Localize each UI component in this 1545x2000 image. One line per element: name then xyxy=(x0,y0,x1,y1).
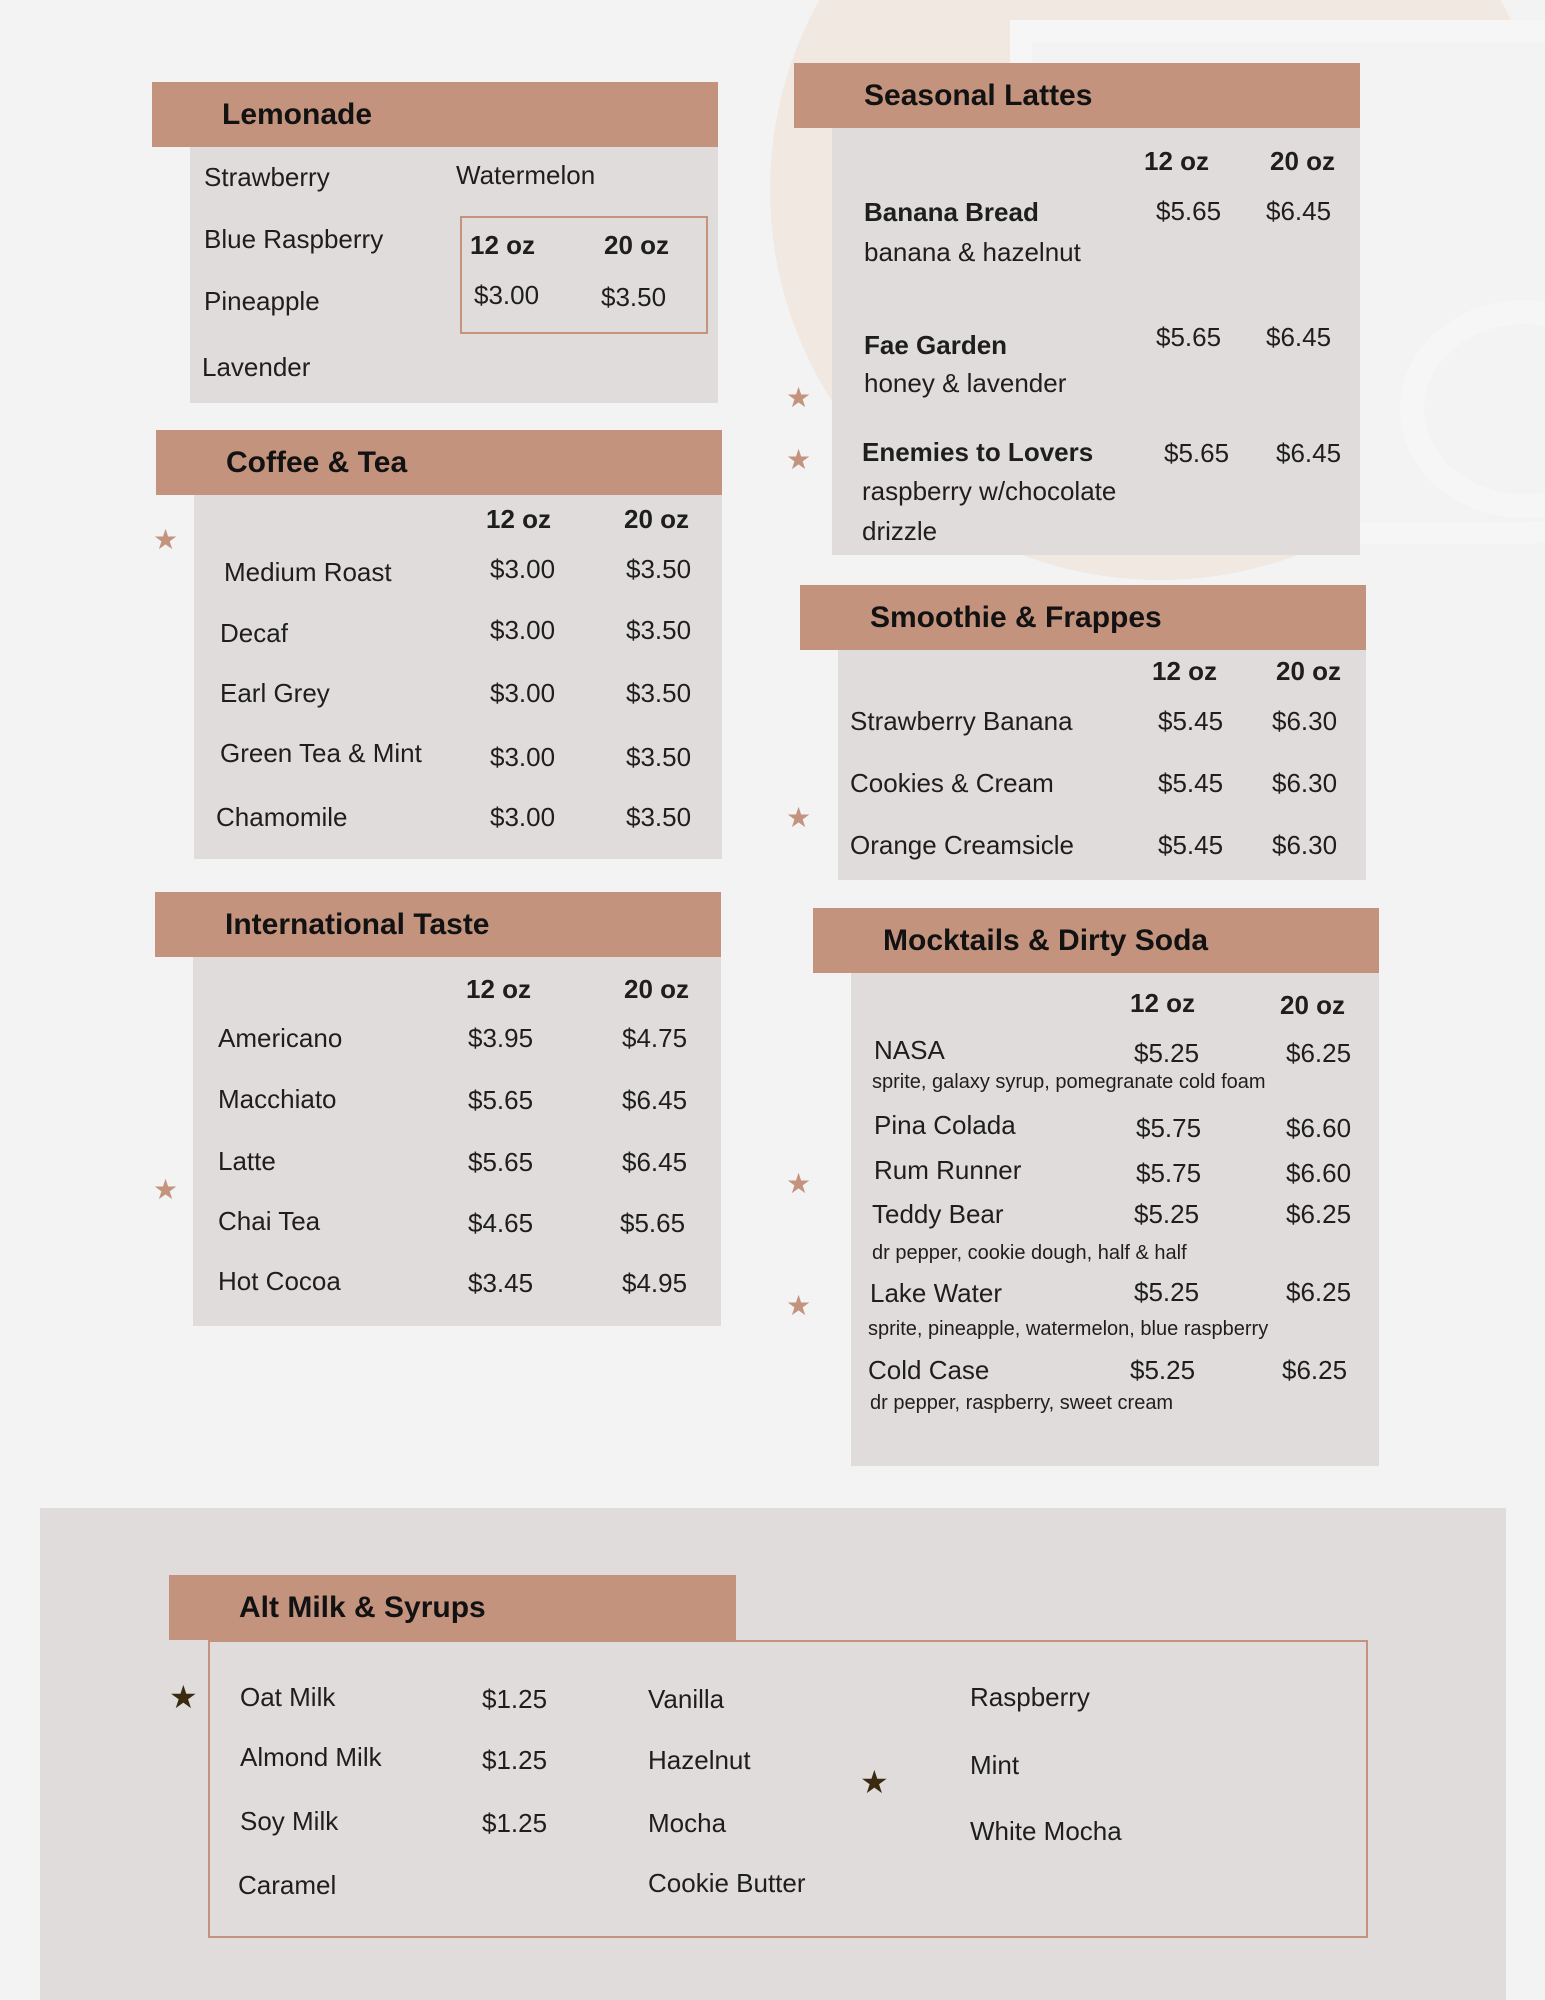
menu-item-name: Earl Grey xyxy=(220,678,330,708)
menu-item-name: Latte xyxy=(218,1146,276,1176)
menu-item-price-20: $6.60 xyxy=(1286,1113,1352,1143)
alt-milk-price: $1.25 xyxy=(482,1808,548,1838)
star-icon: ★ xyxy=(786,1168,812,1199)
menu-item-price-20: $3.50 xyxy=(626,742,692,772)
menu-item-description: sprite, pineapple, watermelon, blue raspberry xyxy=(868,1318,1269,1340)
menu-item-price-12: $5.45 xyxy=(1158,830,1224,860)
star-icon: ★ xyxy=(786,802,812,833)
menu-item-description: dr pepper, raspberry, sweet cream xyxy=(870,1392,1174,1414)
mocktails-header xyxy=(813,908,1379,973)
star-icon: ★ xyxy=(153,524,179,555)
menu-item-price-20: $6.30 xyxy=(1272,830,1338,860)
menu-item-price-20: $3.50 xyxy=(626,678,692,708)
menu-item-price-20: $6.30 xyxy=(1272,768,1338,798)
syrup-name: Mint xyxy=(970,1750,1020,1780)
menu-item-price-12: $3.95 xyxy=(468,1023,534,1053)
menu-item-price-12: $5.65 xyxy=(1156,196,1222,226)
menu-item-name: Hot Cocoa xyxy=(218,1266,341,1296)
menu-item-price-20: $4.95 xyxy=(622,1268,688,1298)
menu-item-price-20: $6.25 xyxy=(1286,1277,1352,1307)
menu-item-price-20: $6.45 xyxy=(622,1085,688,1115)
menu-item-name: Medium Roast xyxy=(224,557,392,587)
menu-item-price-12: $5.65 xyxy=(1164,438,1230,468)
menu-item-price-12: $5.75 xyxy=(1136,1158,1202,1188)
syrup-name: Caramel xyxy=(238,1870,337,1900)
alt-milk-name: Almond Milk xyxy=(240,1742,382,1772)
lemonade-price-12: $3.00 xyxy=(474,280,540,310)
menu-item-name: Decaf xyxy=(220,618,288,648)
menu-item-price-20: $6.30 xyxy=(1272,706,1338,736)
star-icon: ★ xyxy=(153,1174,179,1205)
lemonade-header xyxy=(152,82,718,147)
menu-item-price-12: $5.45 xyxy=(1158,768,1224,798)
menu-item-name: NASA xyxy=(874,1035,945,1065)
lemonade-flavor: Strawberry xyxy=(204,162,330,192)
lemonade-flavor: Watermelon xyxy=(456,160,596,190)
menu-item-name: Rum Runner xyxy=(874,1155,1022,1185)
menu-item-price-12: $4.65 xyxy=(468,1208,534,1238)
menu-item-price-12: $5.25 xyxy=(1134,1199,1200,1229)
alt-milk-name: Oat Milk xyxy=(240,1682,336,1712)
syrup-name: Cookie Butter xyxy=(648,1868,806,1898)
size-label-12: 12 oz xyxy=(470,230,536,260)
coffee-tea-header xyxy=(156,430,722,495)
menu-item-price-20: $6.25 xyxy=(1282,1355,1348,1385)
menu-item-price-20: $4.75 xyxy=(622,1023,688,1053)
menu-item-price-20: $5.65 xyxy=(620,1208,686,1238)
menu-item-description: honey & lavender xyxy=(864,368,1067,398)
menu-item-price-20: $6.60 xyxy=(1286,1158,1352,1188)
menu-item-description: sprite, galaxy syrup, pomegranate cold foam xyxy=(872,1071,1266,1093)
size-label-12: 12 oz xyxy=(486,504,552,534)
size-label-12: 12 oz xyxy=(466,974,532,1004)
menu-item-price-20: $6.45 xyxy=(1276,438,1342,468)
menu-item-price-20: $6.25 xyxy=(1286,1038,1352,1068)
alt-milk-price: $1.25 xyxy=(482,1684,548,1714)
menu-item-name: Macchiato xyxy=(218,1084,337,1114)
lemonade-flavor: Pineapple xyxy=(204,286,320,316)
star-icon: ★ xyxy=(786,1290,812,1321)
syrup-name: Raspberry xyxy=(970,1682,1090,1712)
lemonade-price-20: $3.50 xyxy=(601,282,667,312)
menu-item-price-12: $3.00 xyxy=(490,802,556,832)
alt-milk-name: Soy Milk xyxy=(240,1806,339,1836)
menu-item-name: Strawberry Banana xyxy=(850,706,1073,736)
menu-item-name: Fae Garden xyxy=(864,330,1008,360)
menu-item-name: Americano xyxy=(218,1023,343,1053)
menu-item-name: Cold Case xyxy=(868,1355,990,1385)
menu-item-description: banana & hazelnut xyxy=(864,237,1081,267)
menu-item-name: Teddy Bear xyxy=(872,1199,1004,1229)
menu-item-price-12: $3.45 xyxy=(468,1268,534,1298)
menu-item-price-12: $5.65 xyxy=(468,1147,534,1177)
mocktails-title: Mocktails & Dirty Soda xyxy=(883,923,1209,957)
alt-milk-price: $1.25 xyxy=(482,1745,548,1775)
star-icon: ★ xyxy=(786,444,812,475)
coffee-tea-title: Coffee & Tea xyxy=(226,445,408,479)
menu-item-name: Chamomile xyxy=(216,802,348,832)
smoothie-title: Smoothie & Frappes xyxy=(870,600,1162,634)
lemonade-flavor: Lavender xyxy=(202,352,311,382)
menu-item-name: Chai Tea xyxy=(218,1206,321,1236)
menu-item-name: Banana Bread xyxy=(864,197,1039,227)
menu-item-description-cont: drizzle xyxy=(862,516,938,546)
size-label-12: 12 oz xyxy=(1144,146,1210,176)
menu-item-name: Cookies & Cream xyxy=(850,768,1054,798)
syrup-name: Hazelnut xyxy=(648,1745,751,1775)
menu-item-description: raspberry w/chocolate xyxy=(862,476,1117,506)
size-label-20: 20 oz xyxy=(624,974,690,1004)
menu-item-price-12: $5.65 xyxy=(1156,322,1222,352)
international-header xyxy=(155,892,721,957)
menu-item-price-12: $5.25 xyxy=(1130,1355,1196,1385)
menu-item-name: Pina Colada xyxy=(874,1110,1016,1140)
size-label-20: 20 oz xyxy=(1270,146,1336,176)
menu-item-price-20: $3.50 xyxy=(626,554,692,584)
menu-item-price-12: $3.00 xyxy=(490,615,556,645)
menu-item-name: Green Tea & Mint xyxy=(220,738,422,768)
alt-header xyxy=(169,1575,736,1640)
star-icon: ★ xyxy=(786,382,812,413)
menu-item-name: Enemies to Lovers xyxy=(862,437,1094,467)
menu-item-price-12: $3.00 xyxy=(490,742,556,772)
size-label-12: 12 oz xyxy=(1152,656,1218,686)
menu-item-price-12: $5.75 xyxy=(1136,1113,1202,1143)
menu-item-price-12: $3.00 xyxy=(490,554,556,584)
menu-item-description: dr pepper, cookie dough, half & half xyxy=(872,1242,1187,1264)
menu-item-price-20: $3.50 xyxy=(626,615,692,645)
smoothie-header xyxy=(800,585,1366,650)
size-label-20: 20 oz xyxy=(624,504,690,534)
seasonal-title: Seasonal Lattes xyxy=(864,78,1093,112)
menu-item-price-12: $5.45 xyxy=(1158,706,1224,736)
alt-title: Alt Milk & Syrups xyxy=(239,1590,486,1624)
star-icon: ★ xyxy=(169,1679,198,1715)
syrup-name: White Mocha xyxy=(970,1816,1122,1846)
syrup-name: Mocha xyxy=(648,1808,727,1838)
menu-item-price-12: $5.65 xyxy=(468,1085,534,1115)
menu-item-price-12: $5.25 xyxy=(1134,1038,1200,1068)
menu-item-price-20: $3.50 xyxy=(626,802,692,832)
menu-item-price-20: $6.45 xyxy=(1266,196,1332,226)
menu-item-price-20: $6.45 xyxy=(1266,322,1332,352)
lemonade-title: Lemonade xyxy=(222,97,373,131)
size-label-12: 12 oz xyxy=(1130,988,1196,1018)
menu-item-price-12: $5.25 xyxy=(1134,1277,1200,1307)
menu-item-price-12: $3.00 xyxy=(490,678,556,708)
menu-item-name: Orange Creamsicle xyxy=(850,830,1074,860)
size-label-20: 20 oz xyxy=(1276,656,1342,686)
size-label-20: 20 oz xyxy=(604,230,670,260)
international-title: International Taste xyxy=(225,907,490,941)
menu-item-name: Lake Water xyxy=(870,1278,1002,1308)
size-label-20: 20 oz xyxy=(1280,990,1346,1020)
menu-item-price-20: $6.45 xyxy=(622,1147,688,1177)
seasonal-header xyxy=(794,63,1360,128)
lemonade-flavor: Blue Raspberry xyxy=(204,224,384,254)
star-icon: ★ xyxy=(860,1764,889,1800)
menu-item-price-20: $6.25 xyxy=(1286,1199,1352,1229)
syrup-name: Vanilla xyxy=(648,1684,725,1714)
